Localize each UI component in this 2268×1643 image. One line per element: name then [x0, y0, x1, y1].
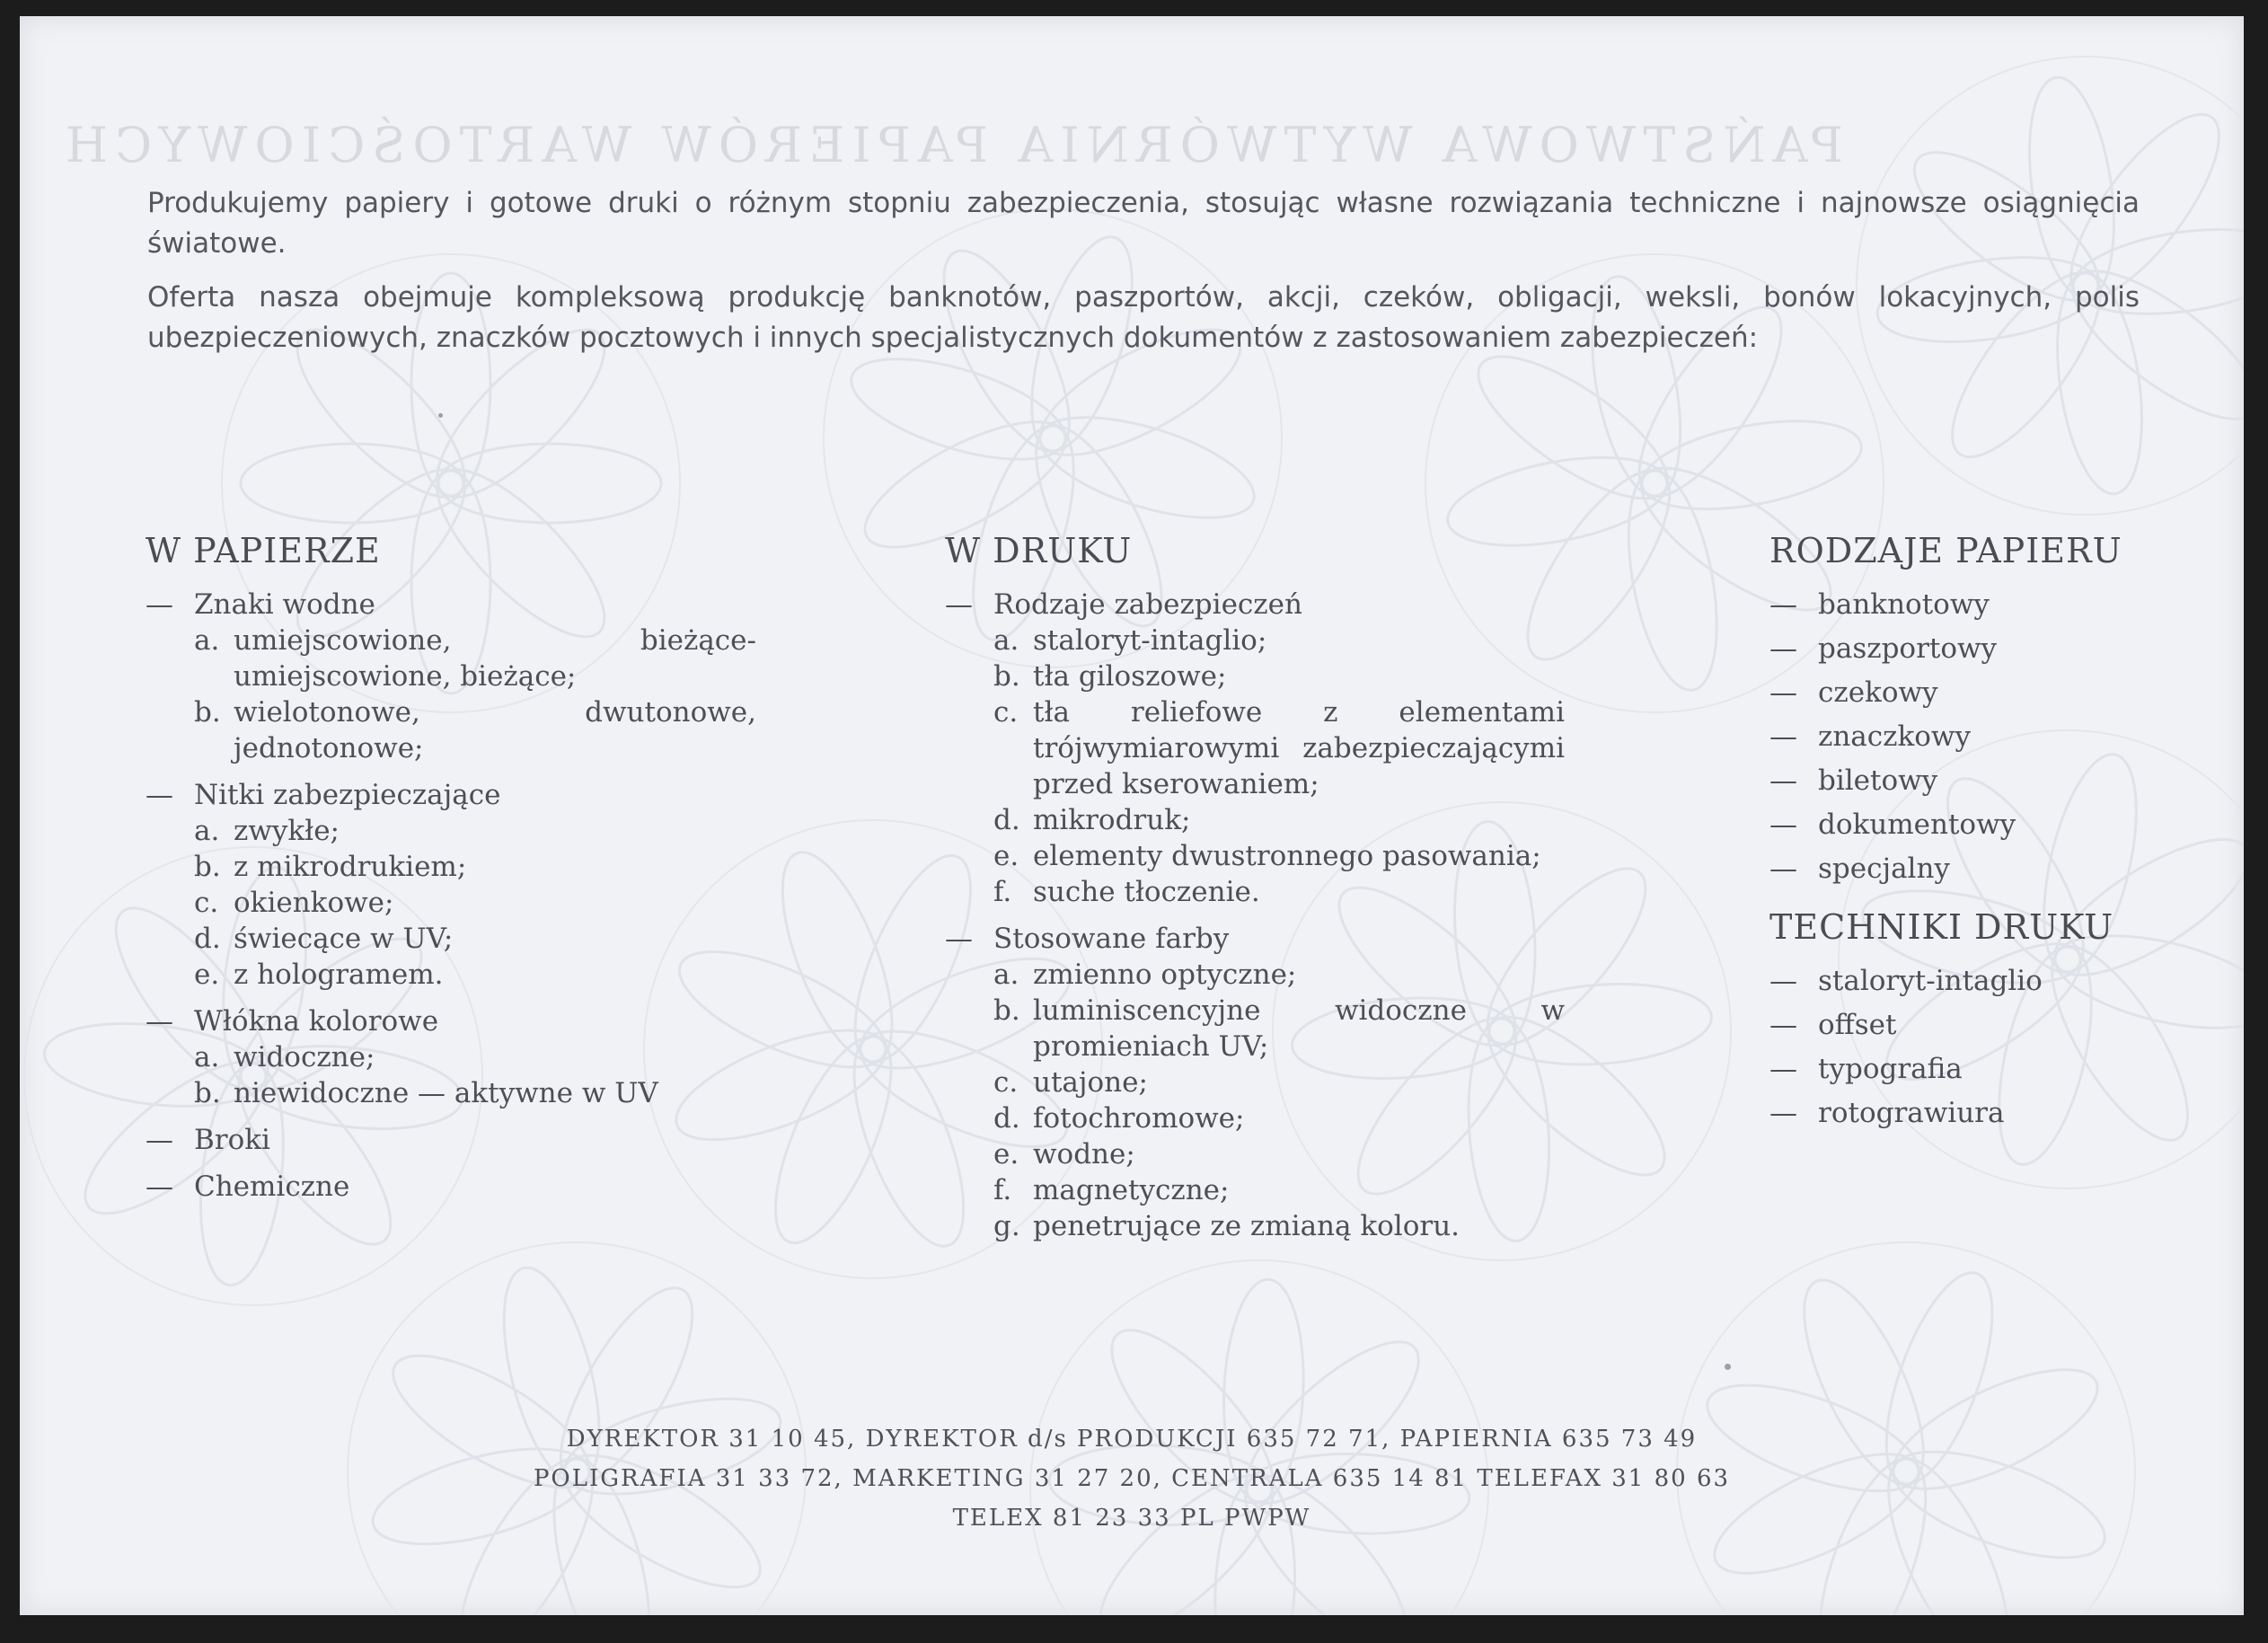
guilloche-petal	[760, 839, 914, 1075]
paper-group-threads	[146, 777, 756, 993]
list-item-text: typografia	[1818, 1053, 1963, 1085]
group-heading: Włókna kolorowe	[194, 1005, 439, 1038]
list-item-text: staloryt-intaglio	[1818, 965, 2043, 997]
paper-types-title: RODZAJE PAPIERU	[1769, 531, 2122, 570]
list-item: okienkowe;	[234, 887, 394, 919]
dash: —	[1769, 676, 1797, 709]
item-letter: a.	[194, 815, 220, 847]
dash: —	[945, 923, 973, 955]
paper-group-chemical	[146, 1169, 756, 1205]
group-heading: Stosowane farby	[993, 923, 1230, 955]
dash: —	[945, 588, 973, 621]
group-heading: Znaki wodne	[194, 588, 375, 621]
list-item	[1769, 963, 2147, 1000]
paper-group-broki	[146, 1122, 756, 1158]
paper-speck	[438, 413, 443, 418]
list-item: zmienno optyczne;	[1033, 958, 1297, 991]
list-item: świecące w UV;	[234, 923, 454, 955]
print-techniques-title: TECHNIKI DRUKU	[1769, 907, 2114, 947]
list-item: wodne;	[1033, 1138, 1135, 1170]
mirrored-watermark-text: PAŃSTWOWA WYTWÓRNIA PAPIERÓW WARTOŚCIOWYCH	[57, 117, 1843, 173]
list-item: umiejscowione, bieżące-umiejscowione, bieżące;	[234, 624, 756, 693]
intro-paragraph-2: Oferta nasza obejmuje kompleksową produkcję banknotów, paszportów, akcji, czeków, obligacji, weksli, bonów lokacyjnych, polis ubezpieczeniowych, znaczków pocztowych i innych specjalistycznych dokumentów z zastosowaniem zabezpieczeń:	[147, 281, 2140, 354]
item-letter: e.	[194, 958, 220, 991]
item-letter: c.	[993, 1066, 1019, 1099]
list-item: tła giloszowe;	[1033, 660, 1227, 693]
list-item: utajone;	[1033, 1066, 1148, 1099]
list-item: staloryt-intaglio;	[1033, 624, 1267, 657]
print-security-column	[945, 533, 1565, 1255]
guilloche-petal	[241, 444, 463, 523]
item-letter: c.	[194, 887, 219, 919]
item-letter: a.	[993, 624, 1019, 657]
group-heading: Chemiczne	[194, 1170, 350, 1203]
list-item	[1769, 1007, 2147, 1044]
item-letter: c.	[993, 696, 1019, 729]
group-heading: Nitki zabezpieczające	[194, 779, 501, 811]
item-letter: a.	[194, 624, 220, 657]
list-item: wielotonowe, dwutonowe, jednotonowe;	[234, 696, 756, 764]
guilloche-petal	[438, 444, 661, 523]
dash: —	[146, 1124, 173, 1156]
dash: —	[1769, 1009, 1797, 1041]
dash: —	[1769, 1097, 1797, 1129]
list-item: zwykłe;	[234, 815, 340, 847]
list-item-text: dokumentowy	[1818, 808, 2016, 841]
list-item-text: offset	[1818, 1009, 1897, 1041]
group-heading: Broki	[194, 1124, 270, 1156]
item-letter: b.	[194, 851, 221, 883]
list-item-text: rotograwiura	[1818, 1097, 2005, 1129]
dash: —	[1769, 1053, 1797, 1085]
list-item-text: znaczkowy	[1818, 720, 1971, 753]
print-section-title: W DRUKU	[945, 531, 1133, 570]
group-heading: Rodzaje zabezpieczeń	[993, 588, 1302, 621]
item-letter: e.	[993, 1138, 1019, 1170]
item-letter: d.	[993, 1102, 1020, 1135]
list-item-text: czekowy	[1818, 676, 1938, 709]
list-item: penetrujące ze zmianą koloru.	[1033, 1210, 1461, 1242]
dash: —	[1769, 632, 1797, 665]
item-letter: f.	[993, 1174, 1012, 1206]
dash: —	[1769, 720, 1797, 753]
item-letter: a.	[194, 1041, 220, 1073]
dash: —	[1769, 965, 1797, 997]
item-letter: f.	[993, 876, 1012, 908]
contact-footer	[20, 1419, 2244, 1538]
print-group-security-types	[945, 587, 1565, 910]
guilloche-petal	[1029, 397, 1266, 538]
list-item-text: biletowy	[1818, 764, 1938, 797]
item-letter: e.	[993, 840, 1019, 872]
item-letter: d.	[194, 923, 221, 955]
list-item: mikrodruk;	[1033, 804, 1191, 836]
document-sheet	[20, 16, 2244, 1615]
list-item	[1769, 587, 2147, 623]
list-item: niewidoczne — aktywne w UV	[234, 1077, 658, 1109]
dash: —	[146, 588, 173, 621]
footer-line-1: DYREKTOR 31 10 45, DYREKTOR d/s PRODUKCJI 635 72 71, PAPIERNIA 635 73 49	[566, 1426, 1698, 1453]
paper-group-watermarks	[146, 587, 756, 766]
dash: —	[1769, 852, 1797, 885]
dash: —	[146, 779, 173, 811]
paper-section-title: W PAPIERZE	[146, 531, 381, 570]
list-item: widoczne;	[234, 1041, 375, 1073]
list-item	[1769, 763, 2147, 799]
item-letter: g.	[993, 1210, 1020, 1242]
list-item-text: banknotowy	[1818, 588, 1990, 621]
dash: —	[146, 1005, 173, 1038]
item-letter: b.	[194, 696, 221, 729]
item-letter: b.	[194, 1077, 221, 1109]
dash: —	[1769, 808, 1797, 841]
item-letter: b.	[993, 994, 1020, 1027]
list-item: tła reliefowe z elementami trójwymiarowymi zabezpieczającymi przed kserowaniem;	[1033, 696, 1565, 800]
list-item	[1769, 631, 2147, 667]
dash: —	[1769, 764, 1797, 797]
guilloche-petal	[1613, 464, 1732, 697]
item-letter: b.	[993, 660, 1020, 693]
list-item: suche tłoczenie.	[1033, 876, 1260, 908]
list-item: z mikrodrukiem;	[234, 851, 467, 883]
paper-group-fibers	[146, 1003, 756, 1111]
list-item-text: paszportowy	[1818, 632, 1998, 665]
paper-types-column	[1769, 533, 2147, 1139]
dash: —	[1769, 588, 1797, 621]
list-item: z hologramem.	[234, 958, 444, 991]
paper-security-column	[146, 533, 756, 1215]
list-item	[1769, 719, 2147, 755]
list-item: fotochromowe;	[1033, 1102, 1245, 1135]
guilloche-petal	[1635, 406, 1868, 525]
list-item: magnetyczne;	[1033, 1174, 1230, 1206]
list-item-text: specjalny	[1818, 852, 1950, 885]
list-item	[1769, 851, 2147, 888]
dash: —	[146, 1170, 173, 1203]
guilloche-petal	[1459, 332, 1687, 524]
list-item	[1769, 675, 2147, 711]
list-item	[1769, 1051, 2147, 1088]
footer-line-3: TELEX 81 23 33 PL PWPW	[952, 1505, 1311, 1532]
list-item	[1769, 807, 2147, 844]
item-letter: a.	[993, 958, 1019, 991]
paper-speck	[1725, 1364, 1731, 1370]
list-item: elementy dwustronnego pasowania;	[1033, 840, 1541, 872]
intro-paragraph-1: Produkujemy papiery i gotowe druki o różnym stopniu zabezpieczenia, stosując własne rozwiązania techniczne i najnowsze osiągnięcia światowe.	[147, 187, 2140, 260]
print-group-inks	[945, 921, 1565, 1244]
item-letter: d.	[993, 804, 1020, 836]
guilloche-petal	[840, 339, 1076, 480]
footer-line-2: POLIGRAFIA 31 33 72, MARKETING 31 27 20, CENTRALA 635 14 81 TELEFAX 31 80 63	[533, 1465, 1731, 1492]
list-item	[1769, 1095, 2147, 1132]
list-item: luminiscencyjne widoczne w promieniach UV;	[1033, 994, 1565, 1063]
